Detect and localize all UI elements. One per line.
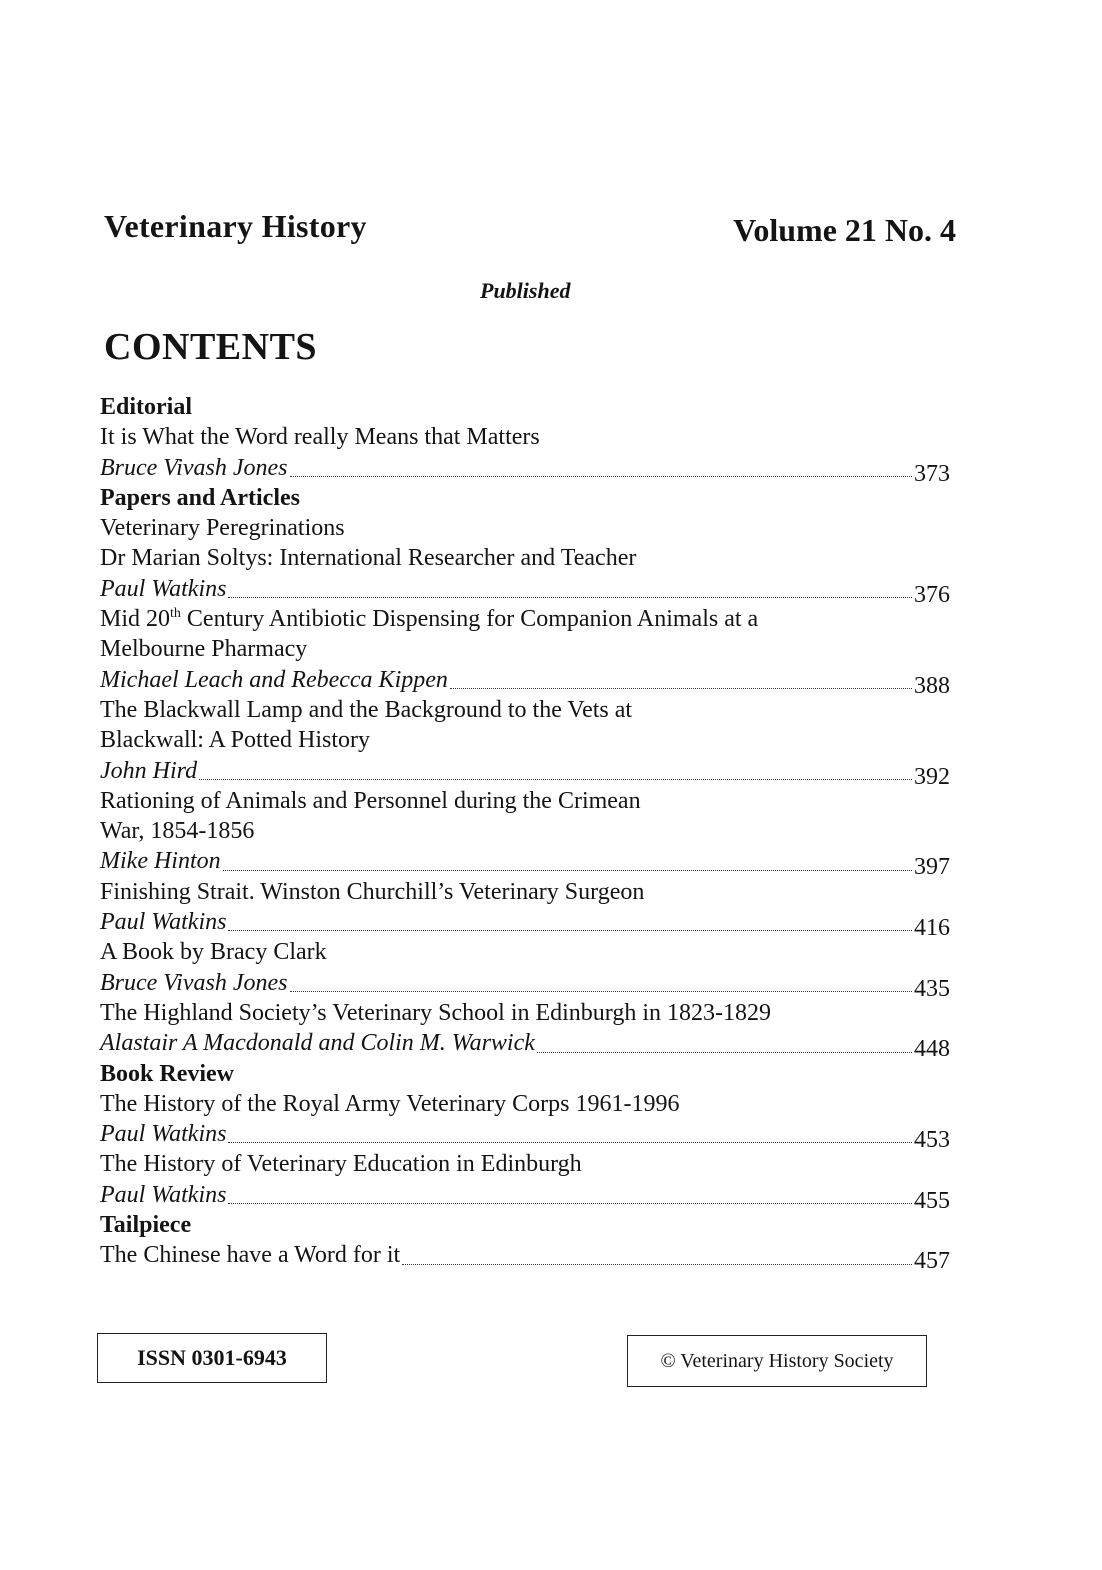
toc-title-continued: Melbourne Pharmacy bbox=[100, 636, 308, 663]
toc-entry bbox=[100, 907, 950, 942]
toc-title: Rationing of Animals and Personnel during the Crimean bbox=[100, 787, 641, 814]
dot-leader bbox=[223, 869, 912, 871]
toc-author: John Hird bbox=[100, 757, 198, 784]
dot-leader bbox=[228, 596, 912, 598]
dot-leader bbox=[537, 1051, 912, 1053]
section-heading-papers: Papers and Articles bbox=[100, 484, 300, 511]
dot-leader bbox=[228, 1202, 912, 1204]
toc-author: Paul Watkins bbox=[100, 909, 227, 936]
toc-title: The Blackwall Lamp and the Background to the Vets at bbox=[100, 696, 633, 723]
toc-title-continued: Blackwall: A Potted History bbox=[100, 727, 370, 754]
toc-author: Michael Leach and Rebecca Kippen bbox=[100, 666, 448, 693]
toc-title: The History of Veterinary Education in Edinburgh bbox=[100, 1151, 582, 1178]
toc-title-superscript: th bbox=[170, 606, 181, 622]
toc-title: Finishing Strait. Winston Churchill’s Veterinary Surgeon bbox=[100, 878, 645, 905]
toc-entry bbox=[100, 968, 950, 1002]
toc-author: Mike Hinton bbox=[100, 848, 221, 875]
dot-leader bbox=[450, 687, 912, 689]
section-heading-editorial: Editorial bbox=[100, 394, 193, 420]
toc-title-continued: War, 1854-1856 bbox=[100, 818, 255, 845]
volume-number: Volume 21 No. 4 bbox=[733, 212, 956, 248]
dot-leader bbox=[290, 990, 913, 992]
toc-page-number: 448 bbox=[914, 1036, 950, 1063]
toc-page-number: 435 bbox=[914, 975, 950, 1002]
table-of-contents bbox=[100, 392, 950, 1275]
toc-page-number: 392 bbox=[914, 763, 950, 790]
toc-author: Bruce Vivash Jones bbox=[100, 454, 288, 481]
toc-entry bbox=[100, 453, 950, 487]
toc-author: Paul Watkins bbox=[100, 575, 227, 602]
dot-leader bbox=[228, 929, 912, 931]
dot-leader bbox=[228, 1141, 912, 1143]
journal-title: Veterinary History bbox=[104, 208, 367, 244]
toc-entry bbox=[100, 1028, 950, 1063]
toc-entry bbox=[100, 1240, 950, 1275]
toc-page-number: 453 bbox=[914, 1127, 950, 1154]
dot-leader bbox=[290, 475, 913, 477]
toc-title: It is What the Word really Means that Matters bbox=[100, 424, 540, 451]
toc-author: Bruce Vivash Jones bbox=[100, 969, 288, 996]
toc-title: The Chinese have a Word for it bbox=[100, 1242, 401, 1269]
published-label: Published bbox=[480, 278, 571, 303]
toc-author: Paul Watkins bbox=[100, 1121, 227, 1148]
toc-page-number: 373 bbox=[914, 460, 950, 487]
toc-title-part: Mid 20 bbox=[100, 606, 171, 633]
section-heading-tailpiece: Tailpiece bbox=[100, 1212, 192, 1239]
toc-page-number: 388 bbox=[914, 672, 950, 699]
dot-leader bbox=[199, 778, 912, 780]
toc-title: The Highland Society’s Veterinary School in Edinburgh in 1823-1829 bbox=[100, 999, 772, 1026]
section-heading-book-review: Book Review bbox=[100, 1060, 234, 1087]
toc-page-number: 457 bbox=[914, 1248, 950, 1275]
issn-box: ISSN 0301-6943 bbox=[97, 1333, 327, 1383]
toc-entry bbox=[100, 756, 950, 790]
toc-title: A Book by Bracy Clark bbox=[100, 939, 327, 966]
toc-page-number: 455 bbox=[914, 1187, 950, 1214]
toc-entry bbox=[100, 665, 950, 699]
toc-page-number: 397 bbox=[914, 854, 950, 881]
toc-title-part: Century Antibiotic Dispensing for Companion Animals at a bbox=[180, 606, 759, 633]
dot-leader bbox=[402, 1263, 912, 1265]
toc-title: The History of the Royal Army Veterinary Corps 1961-1996 bbox=[100, 1090, 680, 1117]
toc-title: Dr Marian Soltys: International Researcher and Teacher bbox=[100, 545, 637, 572]
copyright-box: © Veterinary History Society bbox=[627, 1335, 927, 1387]
contents-heading: CONTENTS bbox=[104, 326, 318, 368]
toc-author: Paul Watkins bbox=[100, 1181, 227, 1208]
toc-entry bbox=[100, 574, 950, 608]
toc-title bbox=[100, 604, 950, 634]
toc-entry bbox=[100, 846, 950, 881]
toc-page-number: 376 bbox=[914, 581, 950, 608]
series-title: Veterinary Peregrinations bbox=[100, 515, 345, 542]
toc-entry bbox=[100, 1119, 950, 1154]
toc-entry bbox=[100, 1180, 950, 1214]
toc-page-number: 416 bbox=[914, 915, 950, 942]
toc-author: Alastair A Macdonald and Colin M. Warwick bbox=[100, 1030, 535, 1057]
